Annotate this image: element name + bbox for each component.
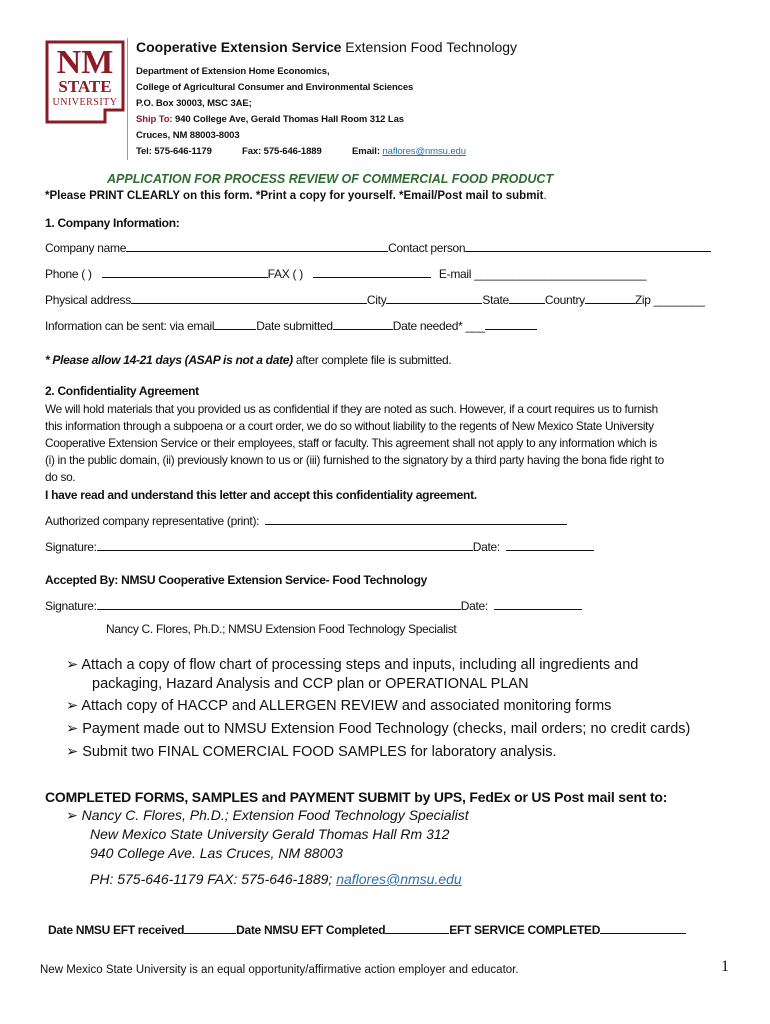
header-dept: Department of Extension Home Economics, bbox=[136, 66, 330, 77]
submit-email-link[interactable]: naflores@nmsu.edu bbox=[336, 871, 462, 887]
instructions: *Please PRINT CLEARLY on this form. *Print a copy for yourself. *Email/Post mail to submit. bbox=[45, 190, 547, 202]
form-title: APPLICATION FOR PROCESS REVIEW OF COMMERCIAL FOOD PRODUCT bbox=[107, 172, 554, 186]
specialist-name: Nancy C. Flores, Ph.D.; NMSU Extension Food Technology Specialist bbox=[106, 622, 457, 636]
header-shipto: Ship To: 940 College Ave, Gerald Thomas Hall Room 312 Las bbox=[136, 114, 404, 125]
arrow-bullet-icon: ➢ bbox=[66, 657, 79, 673]
phone-field[interactable] bbox=[102, 266, 268, 278]
footer-statement: New Mexico State University is an equal opportunity/affirmative action employer and educator. bbox=[40, 964, 519, 976]
bullet-flow-chart: ➢ Attach a copy of flow chart of processing steps and inputs, including all ingredients and bbox=[66, 657, 639, 673]
email-field[interactable]: E-mail ___________________________ bbox=[438, 267, 647, 281]
confidentiality-line-2: this information through a subpoena or a court order, we do so without liability to the regents of New Mexico State University bbox=[45, 419, 654, 433]
company-row: Company name Contact person bbox=[45, 240, 711, 255]
date-needed-field[interactable] bbox=[485, 318, 537, 330]
info-row: Information can be sent: via email Date submitted Date needed* ___ bbox=[45, 318, 537, 333]
submit-heading: COMPLETED FORMS, SAMPLES and PAYMENT SUBMIT by UPS, FedEx or US Post mail sent to: bbox=[45, 789, 668, 805]
arrow-bullet-icon: ➢ bbox=[66, 807, 78, 823]
bullet-samples: ➢ Submit two FINAL COMERCIAL FOOD SAMPLES for laboratory analysis. bbox=[66, 744, 557, 760]
header-title: Cooperative Extension Service Extension Food Technology bbox=[136, 39, 518, 55]
accepted-heading: Accepted By: NMSU Cooperative Extension Service- Food Technology bbox=[45, 573, 427, 587]
turnaround-note: * Please allow 14-21 days (ASAP is not a date) after complete file is submitted. bbox=[45, 353, 452, 367]
company-signature-row: Signature: Date: bbox=[45, 539, 594, 554]
via-email-field[interactable] bbox=[214, 318, 256, 330]
contact-person-field[interactable] bbox=[465, 240, 711, 252]
logo-university: UNIVERSITY bbox=[52, 97, 118, 108]
header-divider bbox=[127, 38, 128, 160]
nmsu-logo bbox=[45, 40, 125, 126]
submit-name: ➢ Nancy C. Flores, Ph.D.; Extension Food Technology Specialist bbox=[66, 807, 469, 823]
header-fax: Fax: 575-646-1889 bbox=[242, 146, 322, 157]
header-email-link[interactable]: naflores@nmsu.edu bbox=[382, 146, 466, 157]
nmsu-signature-row: Signature: Date: bbox=[45, 598, 582, 613]
authorized-rep-field[interactable] bbox=[265, 513, 567, 525]
country-field[interactable] bbox=[585, 292, 635, 304]
fax-field[interactable] bbox=[313, 266, 431, 278]
confidentiality-line-1: We will hold materials that you provided us as confidential if they are noted as such. However, if a court requires us to furnish bbox=[45, 402, 658, 416]
confidentiality-line-3: Cooperative Extension Service or their employees, staff or faculty. This agreement shall not apply to any information which is bbox=[45, 436, 658, 450]
submit-contact: PH: 575-646-1179 FAX: 575-646-1889; naflores@nmsu.edu bbox=[90, 871, 462, 887]
section2-heading: 2. Confidentiality Agreement bbox=[45, 384, 199, 398]
arrow-bullet-icon: ➢ bbox=[66, 744, 79, 760]
confidentiality-line-5: do so. bbox=[45, 470, 76, 484]
phone-row: Phone ( ) FAX ( ) E-mail ___________________________ bbox=[45, 267, 647, 281]
company-name-field[interactable] bbox=[126, 240, 388, 252]
arrow-bullet-icon: ➢ bbox=[66, 721, 79, 737]
nmsu-signature-field[interactable] bbox=[97, 598, 461, 610]
submit-address-1: New Mexico State University Gerald Thomas Hall Rm 312 bbox=[90, 826, 450, 842]
service-completed-field[interactable] bbox=[600, 922, 686, 934]
company-signature-field[interactable] bbox=[97, 539, 473, 551]
office-use-row: Date NMSU EFT received Date NMSU EFT Completed EFT SERVICE COMPLETED bbox=[48, 922, 686, 937]
accept-statement: I have read and understand this letter and accept this confidentiality agreement. bbox=[45, 488, 477, 502]
header-tel: Tel: 575-646-1179 bbox=[136, 146, 212, 157]
logo-state: STATE bbox=[58, 77, 112, 96]
bullet-payment: ➢ Payment made out to NMSU Extension Food Technology (checks, mail orders; no credit cards) bbox=[66, 721, 691, 737]
submit-address-2: 940 College Ave. Las Cruces, NM 88003 bbox=[90, 845, 343, 861]
zip-field[interactable]: Zip ________ bbox=[634, 293, 705, 307]
state-field[interactable] bbox=[509, 292, 545, 304]
nmsu-date-field[interactable] bbox=[494, 598, 582, 610]
address-field[interactable] bbox=[131, 292, 367, 304]
confidentiality-line-4: (i) in the public domain, (ii) previously known to us or (iii) furnished to the signatory by a third party having the bona fide right to bbox=[45, 453, 664, 467]
header-city: Cruces, NM 88003-8003 bbox=[136, 130, 240, 141]
header-college: College of Agricultural Consumer and Environmental Sciences bbox=[136, 82, 414, 93]
section1-heading: 1. Company Information: bbox=[45, 216, 180, 230]
authorized-row: Authorized company representative (print): bbox=[45, 513, 567, 528]
address-row: Physical address City State Country Zip ________ bbox=[45, 293, 705, 307]
date-submitted-field[interactable] bbox=[333, 318, 393, 330]
bullet-flow-chart-cont: packaging, Hazard Analysis and CCP plan or OPERATIONAL PLAN bbox=[92, 676, 529, 692]
company-date-field[interactable] bbox=[506, 539, 594, 551]
logo-nm: NM bbox=[56, 44, 114, 81]
arrow-bullet-icon: ➢ bbox=[66, 698, 79, 714]
header-email: Email: naflores@nmsu.edu bbox=[352, 146, 466, 157]
city-field[interactable] bbox=[386, 292, 482, 304]
eft-completed-field[interactable] bbox=[385, 922, 449, 934]
bullet-haccp: ➢ Attach copy of HACCP and ALLERGEN REVIEW and associated monitoring forms bbox=[66, 698, 612, 714]
header-pobox: P.O. Box 30003, MSC 3AE; bbox=[136, 98, 252, 109]
eft-received-field[interactable] bbox=[184, 922, 236, 934]
page-number: 1 bbox=[721, 958, 729, 975]
